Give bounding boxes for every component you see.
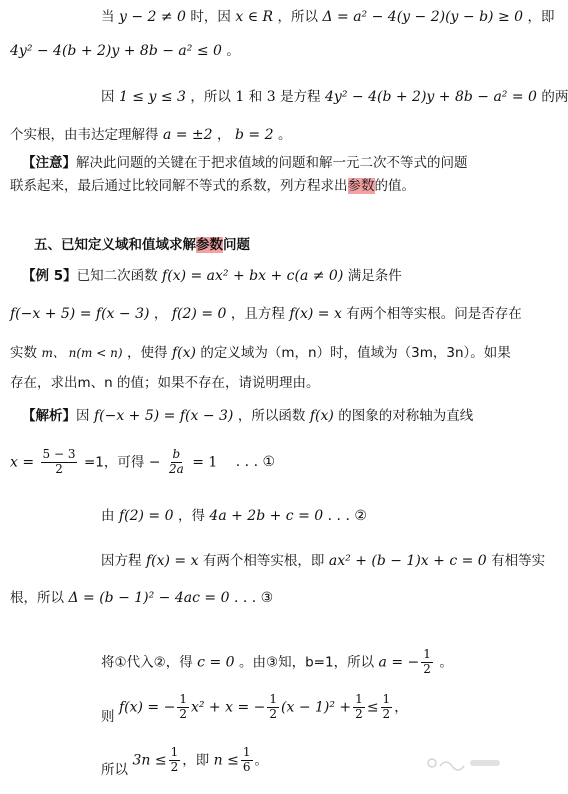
text: 和 (248, 89, 263, 105)
math-expression: x ∈ R (235, 9, 274, 25)
text: ，且方程 (230, 306, 285, 322)
math-expression: − (148, 454, 161, 471)
text: 因 (101, 89, 115, 105)
text-line-2 (10, 43, 240, 61)
example-line-3 (10, 345, 511, 363)
math-expression: f(2) = 0 (171, 306, 227, 322)
text: ， (394, 699, 408, 716)
math-expression: 4y² − 4(b + 2)y + 8b − a² ≤ 0 (10, 43, 222, 59)
math-expression: n ≤ (213, 752, 239, 769)
solution-line-5 (101, 648, 453, 677)
numerator: 5 − 3 (42, 447, 76, 461)
example-tag: 【例 5】 (22, 268, 77, 284)
fraction (421, 648, 433, 677)
text: 满足条件 (347, 268, 402, 284)
text: ，即 (527, 9, 555, 25)
math-expression: f(x) = ax² + bx + c(a ≠ 0) (162, 268, 344, 284)
denominator: 2a (168, 461, 184, 476)
text: ，所以 (190, 89, 231, 105)
highlighted-word: 参数 (347, 178, 375, 194)
fraction (177, 693, 189, 722)
fraction (381, 693, 393, 722)
heading-text: 五、已知定义域和值域求解 (34, 237, 196, 253)
note-line-1 (22, 155, 468, 173)
text: 的定义域为（m，n）时，值域为（3m，3n）。如果 (200, 345, 511, 361)
math-expression: 1 (235, 89, 245, 105)
heading-text: 问题 (223, 237, 250, 253)
solution-tag: 【解析】 (22, 408, 76, 424)
text: =1，可得 (83, 454, 145, 471)
math-expression: 4y² − 4(b + 2)y + 8b − a² = 0 (325, 89, 537, 105)
highlighted-word: 参数 (196, 237, 223, 253)
numerator: 1 (382, 692, 391, 706)
text: 根，所以 (10, 590, 64, 606)
denominator: 2 (55, 461, 63, 476)
math-expression: (x − 1)² + (281, 699, 352, 716)
text: 存在，求出m、n 的值；如果不存在，请说明理由。 (10, 375, 320, 391)
text: 联系起来，最后通过比较同解不等式的系数，列方程求出 (10, 178, 348, 194)
text: 因 (76, 408, 90, 424)
math-expression: = 1 (192, 454, 218, 471)
text: 将①代入②，得 (101, 654, 193, 671)
numerator: 1 (170, 745, 179, 759)
numerator: 1 (179, 692, 187, 706)
text: 已知二次函数 (76, 268, 158, 284)
solution-line-6 (101, 692, 408, 726)
denominator: 2 (269, 706, 278, 721)
fraction (241, 746, 253, 775)
text: 的图象的对称轴为直线 (338, 408, 474, 424)
fraction (41, 448, 78, 477)
math-expression: 1 ≤ y ≤ 3 (118, 89, 186, 105)
math-expression: x = (10, 454, 35, 471)
example-line-1 (22, 268, 402, 286)
text: 有两个相等实根，即 (202, 553, 325, 569)
equation-tag: . . . ② (327, 508, 367, 524)
section-heading (34, 236, 250, 254)
text: 时，因 (190, 9, 231, 25)
solution-line-1 (22, 408, 473, 426)
text: 。 (439, 654, 453, 671)
example-line-4 (10, 375, 320, 393)
math-expression: c = 0 (197, 654, 235, 671)
numerator: 1 (423, 647, 431, 661)
math-expression: f(x) = x (145, 553, 199, 569)
text: ， (153, 306, 168, 322)
example-line-2 (10, 306, 522, 324)
equation-tag: . . . ① (235, 454, 276, 471)
text: ， (217, 127, 231, 143)
fraction (167, 448, 186, 477)
note-line-2 (10, 178, 415, 196)
math-expression: f(−x + 5) = f(x − 3) (93, 408, 234, 424)
text: 解决此问题的关键在于把求值域的问题和解一元二次不等式的问题 (76, 155, 468, 171)
denominator: 2 (423, 661, 431, 676)
text: ，使得 (126, 345, 168, 361)
math-expression: 3n ≤ (132, 752, 167, 769)
text: ，所以 (277, 9, 319, 25)
watermark-logo (426, 754, 506, 772)
note-tag: 【注意】 (22, 155, 76, 171)
text: 所以 (101, 762, 128, 779)
text-line-1 (101, 9, 555, 27)
math-expression: f(x) = − (118, 699, 176, 716)
text: 。 (254, 752, 268, 769)
solution-line-7 (101, 745, 268, 779)
math-expression: f(x) (309, 408, 334, 424)
text-line-4 (10, 127, 291, 145)
text: 个实根，由韦达定理解得 (10, 127, 159, 143)
fraction (169, 746, 181, 775)
math-expression: ≤ (366, 699, 379, 716)
text-line-3 (101, 89, 568, 107)
math-expression: Δ = (b − 1)² − 4ac = 0 (68, 590, 230, 606)
math-expression: a = ±2 (162, 127, 213, 143)
math-expression: y − 2 ≠ 0 (118, 9, 186, 25)
text: ，即 (182, 752, 210, 769)
denominator: 2 (382, 706, 391, 721)
text: 则 (101, 709, 115, 726)
denominator: 2 (355, 706, 363, 721)
solution-line-4 (10, 590, 273, 608)
text: 有两个相等实根。问是否存在 (346, 306, 522, 322)
math-expression: x² + x = − (190, 699, 266, 716)
math-expression: f(x) (171, 345, 196, 361)
math-expression: ax² + (b − 1)x + c = 0 (328, 553, 487, 569)
numerator: b (172, 447, 181, 461)
denominator: 2 (179, 706, 187, 721)
text: ，得 (177, 508, 205, 524)
numerator: 1 (242, 745, 251, 759)
math-expression: f(2) = 0 (118, 508, 174, 524)
math-expression: 4a + 2b + c = 0 (209, 508, 324, 524)
text: 有相等实 (491, 553, 546, 569)
text: 。 (277, 127, 292, 143)
math-expression: f(−x + 5) = f(x − 3) (10, 306, 150, 322)
solution-line-3 (101, 553, 545, 571)
denominator: 6 (242, 759, 251, 774)
fraction (267, 693, 279, 722)
equation-tag: . . . ③ (233, 590, 274, 606)
text: 。由③知，b=1，所以 (239, 654, 375, 671)
text: 当 (101, 9, 115, 25)
math-expression: f(x) = x (289, 306, 342, 322)
text: 的值。 (374, 178, 415, 194)
text: 实数 (10, 345, 37, 361)
text: ，所以函数 (237, 408, 306, 424)
numerator: 1 (355, 692, 363, 706)
math-expression: 3 (266, 89, 276, 105)
text: 是方程 (280, 89, 321, 105)
axis-line (10, 448, 275, 477)
solution-line-2 (101, 508, 367, 526)
text: 的两 (541, 89, 568, 105)
text: 由 (101, 508, 115, 524)
fraction (353, 693, 365, 722)
math-expression: Δ = a² − 4(y − 2)(y − b) ≥ 0 (322, 9, 524, 25)
math-expression: b = 2 (234, 127, 274, 143)
denominator: 2 (170, 759, 179, 774)
math-expression: m、 n(m < n) (41, 346, 123, 360)
text: 。 (226, 43, 240, 59)
math-expression: a = − (378, 654, 420, 671)
text: 因方程 (101, 553, 142, 569)
numerator: 1 (269, 692, 278, 706)
